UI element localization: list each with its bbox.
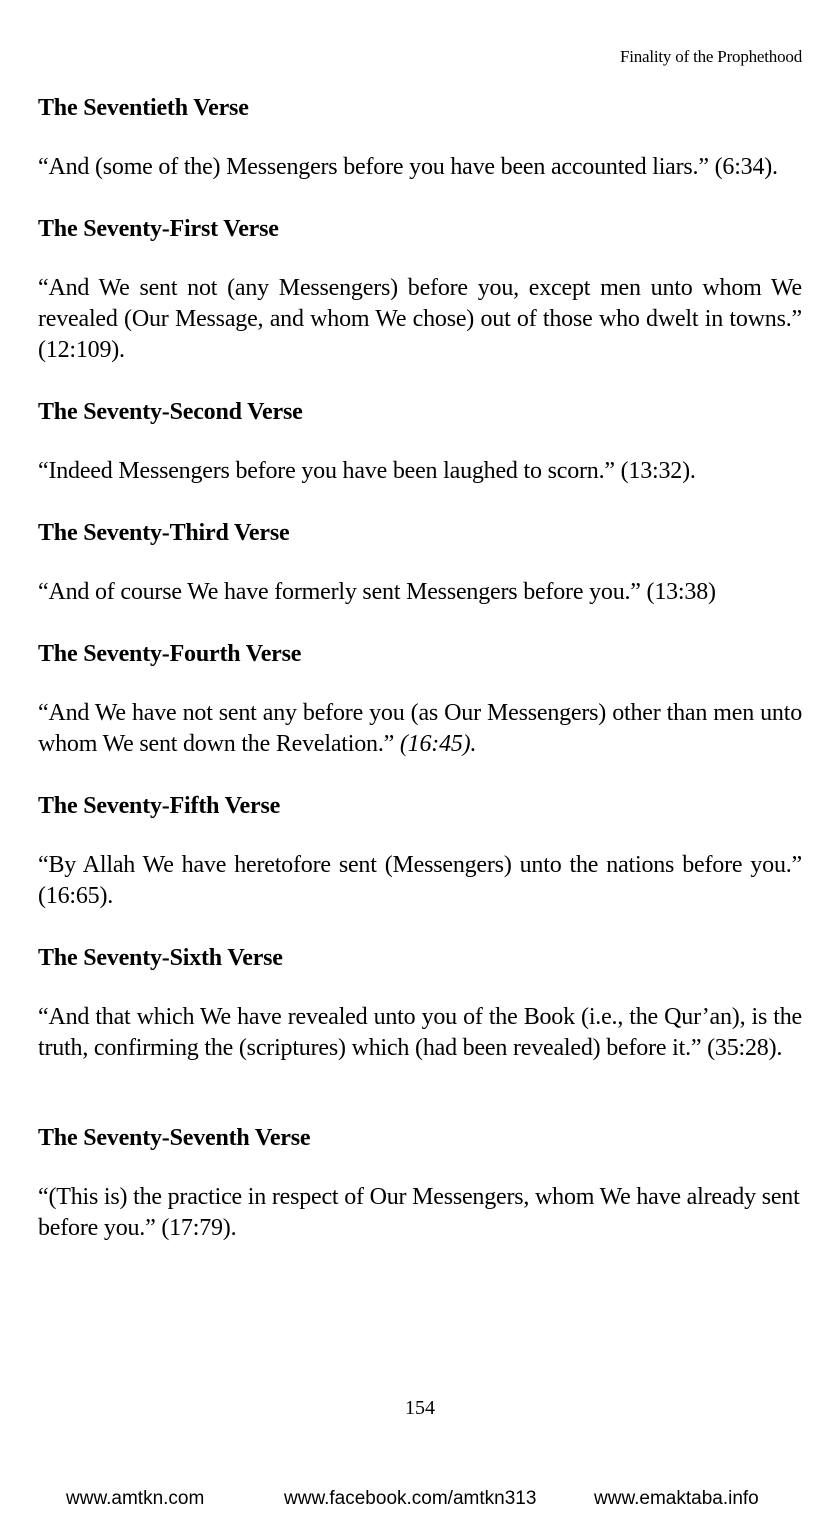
verse-text [38, 850, 802, 912]
page-number: 154 [405, 1397, 435, 1419]
verse-text [38, 273, 802, 366]
verse-quote: “By Allah We have heretofore sent (Messengers) unto the nations before you.” (16:65). [38, 852, 802, 909]
verse-quote: “And of course We have formerly sent Messengers before you.” (13:38) [38, 579, 716, 605]
section-heading: The Seventy-Sixth Verse [38, 945, 283, 971]
verse-text [38, 152, 802, 183]
section-heading: The Seventy-Second Verse [38, 399, 303, 425]
section-heading: The Seventy-Fourth Verse [38, 641, 302, 667]
running-header: Finality of the Prophethood [619, 47, 802, 66]
section-heading: The Seventieth Verse [38, 95, 249, 121]
verse-quote: “And (some of the) Messengers before you have been accounted liars.” (6:34). [38, 154, 778, 180]
verse-text [38, 698, 802, 760]
page-content [38, 92, 802, 1244]
footer-link-emaktaba[interactable]: www.emaktaba.info [594, 1488, 759, 1509]
section-heading: The Seventy-First Verse [38, 216, 279, 242]
verse-quote: “Indeed Messengers before you have been laughed to scorn.” (13:32). [38, 458, 696, 484]
section-heading: The Seventy-Fifth Verse [38, 793, 281, 819]
footer-link-facebook[interactable]: www.facebook.com/amtkn313 [284, 1488, 537, 1509]
verse-text [38, 456, 802, 487]
verse-quote: “(This is) the practice in respect of Our Messengers, whom We have already sent before you.” (17:79). [38, 1184, 800, 1241]
verse-quote: “And We have not sent any before you (as Our Messengers) other than men unto whom We sent down the Revelation.” [38, 700, 802, 757]
footer [0, 1488, 840, 1514]
section-heading: The Seventy-Seventh Verse [38, 1125, 311, 1151]
verse-quote: “And We sent not (any Messengers) before you, except men unto whom We revealed (Our Message, and whom We chose) out of those who dwelt in towns.” (12:109). [38, 275, 802, 363]
footer-link-amtkn[interactable]: www.amtkn.com [66, 1488, 205, 1509]
verse-text [38, 577, 802, 608]
verse-reference: (16:45). [399, 731, 477, 757]
verse-text [38, 1002, 802, 1064]
verse-quote: “And that which We have revealed unto you of the Book (i.e., the Qur’an), is the truth, confirming the (scriptures) which (had been revealed) before it.” (35:28). [38, 1004, 802, 1061]
section-heading: The Seventy-Third Verse [38, 520, 290, 546]
verse-text [38, 1182, 802, 1244]
